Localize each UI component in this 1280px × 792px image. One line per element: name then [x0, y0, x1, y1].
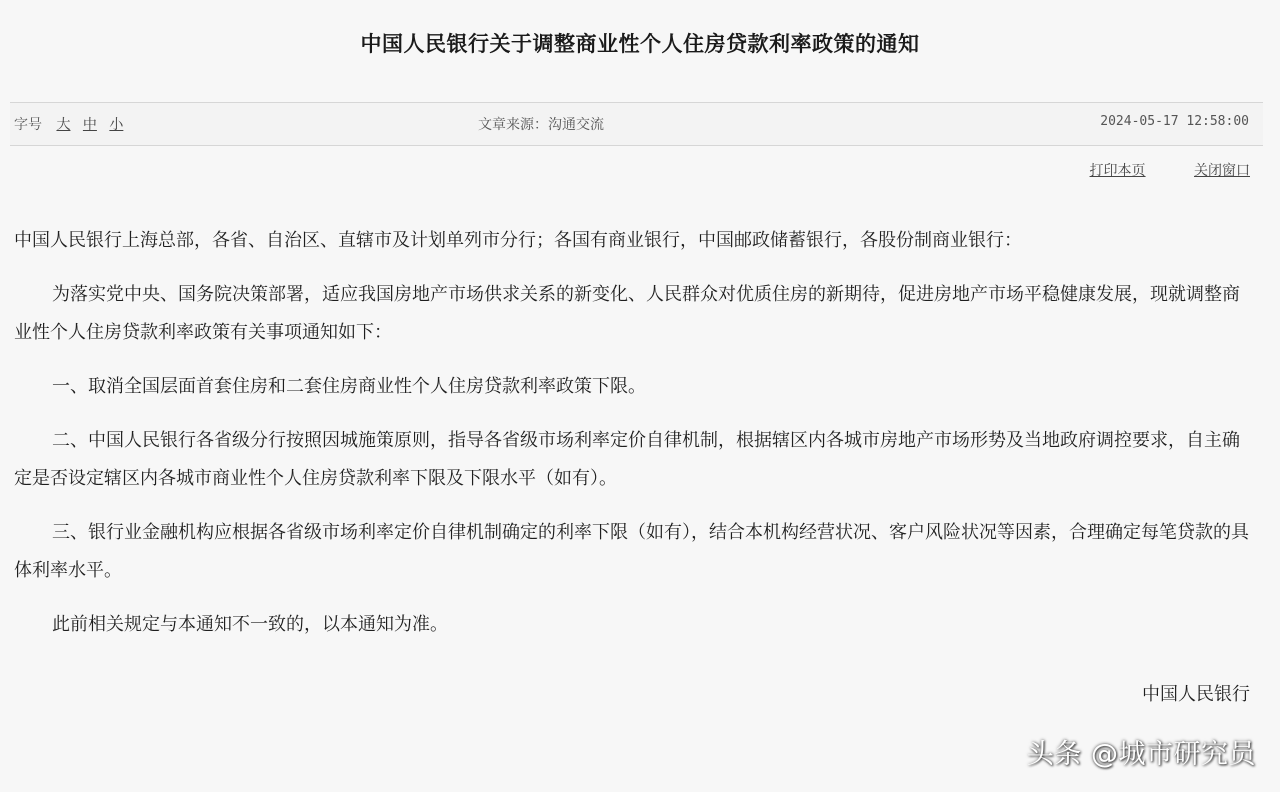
- font-size-control: [14, 114, 131, 134]
- close-window-link[interactable]: 关闭窗口: [1194, 163, 1250, 179]
- font-size-label: 字号: [14, 117, 42, 133]
- font-size-small-button[interactable]: 小: [109, 117, 124, 133]
- paragraph-closing: 此前相关规定与本通知不一致的，以本通知为准。: [52, 614, 448, 635]
- signature: 中国人民银行: [1142, 684, 1250, 705]
- source-watermark: 头条 @城市研究员: [1026, 739, 1256, 770]
- paragraph-intro: 为落实党中央、国务院决策部署，适应我国房地产市场供求关系的新变化、人民群众对优质住房的新期待，促进房地产市场平稳健康发展，现就调整商业性个人住房贷款利率政策有关事项通知如下：: [14, 284, 1240, 343]
- page-actions: [1046, 160, 1250, 180]
- salutation: 中国人民银行上海总部，各省、自治区、直辖市及计划单列市分行；各国有商业银行，中国邮政储蓄银行，各股份制商业银行：: [14, 230, 1022, 251]
- font-size-large-button[interactable]: 大: [56, 117, 71, 133]
- paragraph-item-3: 三、银行业金融机构应根据各省级市场利率定价自律机制确定的利率下限（如有），结合本机构经营状况、客户风险状况等因素，合理确定每笔贷款的具体利率水平。: [14, 522, 1249, 581]
- page-title: 中国人民银行关于调整商业性个人住房贷款利率政策的通知: [360, 32, 920, 56]
- font-size-medium-button[interactable]: 中: [82, 117, 97, 133]
- paragraph-item-2: 二、中国人民银行各省级分行按照因城施策原则，指导各省级市场利率定价自律机制，根据辖区内各城市房地产市场形势及当地政府调控要求，自主确定是否设定辖区内各城市商业性个人住房贷款利率下限及下限水平（如有）。: [14, 430, 1240, 489]
- article-meta-bar: [10, 102, 1263, 146]
- paragraph-item-1: 一、取消全国层面首套住房和二套住房商业性个人住房贷款利率政策下限。: [52, 376, 646, 397]
- publish-datetime: 2024-05-17 12:58:00: [1100, 114, 1249, 129]
- article-source: 文章来源：沟通交流: [478, 117, 604, 133]
- article-body: [14, 222, 1254, 660]
- print-page-link[interactable]: 打印本页: [1089, 163, 1146, 179]
